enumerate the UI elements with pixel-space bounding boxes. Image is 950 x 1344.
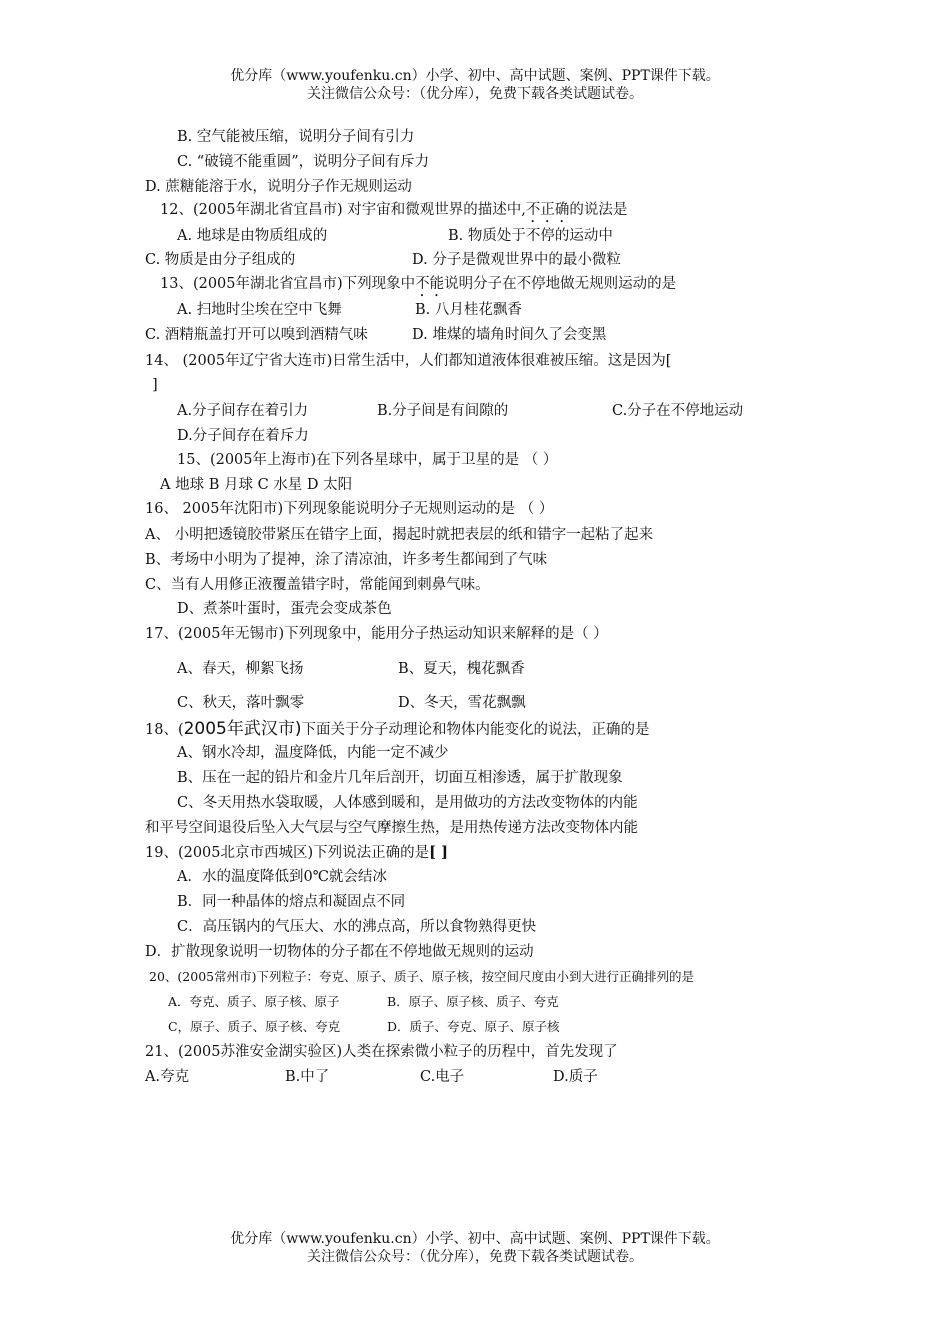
q19-bracket: [ ] bbox=[429, 844, 448, 861]
q11-option-c: C. “破镜不能重圆”，说明分子间有斥力 bbox=[177, 154, 430, 170]
q21-stem: 21、(2005苏淮安金湖实验区)人类在探索微小粒子的历程中，首先发现了 bbox=[145, 1044, 618, 1060]
q13-option-c: C. 酒精瓶盖打开可以嗅到酒精气味 bbox=[145, 327, 368, 343]
q14-stem: 14、 (2005年辽宁省大连市)日常生活中，人们都知道液体很难被压缩。这是因为[ bbox=[145, 353, 672, 369]
page-footer-line1: 优分库（www.youfenku.cn）小学、初中、高中试题、案例、PPT课件下载。 bbox=[230, 1231, 720, 1247]
q18-option-a: A、钢水冷却，温度降低，内能一定不减少 bbox=[177, 745, 449, 761]
q13-stem-post: 说明分子在不停地做无规则运动的是 bbox=[444, 276, 677, 292]
q18-stem-pre: 18、( bbox=[145, 722, 184, 738]
q17-option-b: B、夏天，槐花飘香 bbox=[398, 661, 525, 677]
q13-stem-emphasis: 不能 bbox=[415, 276, 445, 292]
page-header-line2: 关注微信公众号：（优分库），免费下载各类试题试卷。 bbox=[307, 86, 643, 102]
q18-stem bbox=[145, 719, 650, 740]
q12-stem-post: 的说法是 bbox=[569, 202, 628, 218]
q13-stem-pre: 13、(2005年湖北省宜昌市)下列现象中 bbox=[160, 276, 416, 292]
q13-option-a: A. 扫地时尘埃在空中飞舞 bbox=[177, 302, 342, 318]
q16-stem: 16、 2005年沈阳市)下列现象能说明分子无规则运动的是 （ ） bbox=[145, 501, 554, 517]
q18-option-d: 和平号空间退役后坠入大气层与空气摩擦生热，是用热传递方法改变物体内能 bbox=[145, 820, 638, 836]
q20-option-d: D．质子、夸克、原子、原子核 bbox=[387, 1019, 560, 1034]
q12-option-c: C. 物质是由分子组成的 bbox=[145, 252, 296, 268]
q18-stem-post: 下面关于分子动理论和物体内能变化的说法，正确的是 bbox=[301, 722, 650, 738]
q18-option-b: B、压在一起的铅片和金片几年后剖开，切面互相渗透，属于扩散现象 bbox=[177, 770, 623, 786]
q12-option-b: B. 物质处于不停的运动中 bbox=[448, 228, 613, 244]
q21-option-a: A.夸克 bbox=[145, 1069, 190, 1085]
q20-option-c: C，原子、质子、原子核、夸克 bbox=[168, 1019, 341, 1034]
q12-option-d: D. 分子是微观世界中的最小微粒 bbox=[412, 252, 621, 268]
q15-stem: 15、(2005年上海市)在下列各星球中，属于卫星的是 （ ） bbox=[177, 452, 558, 468]
q20-option-b: B．原子、原子核、质子、夸克 bbox=[387, 994, 559, 1009]
q21-option-b: B.中了 bbox=[285, 1069, 330, 1085]
q17-option-c: C、秋天，落叶飘零 bbox=[177, 695, 305, 711]
q16-option-b: B、考场中小明为了提神，涂了清凉油，许多考生都闻到了气味 bbox=[145, 552, 548, 568]
q18-stem-emphasis: 2005年武汉市) bbox=[183, 719, 302, 739]
q20-stem: 20、(2005常州市)下列粒子：夸克、原子、质子、原子核，按空间尺度由小到大进行正确排列的是 bbox=[149, 969, 694, 984]
q17-option-d: D、冬天，雪花飘飘 bbox=[398, 695, 526, 711]
q12-stem-emphasis: 不正确 bbox=[525, 202, 570, 218]
q13-option-d: D. 堆煤的墙角时间久了会变黑 bbox=[412, 327, 607, 343]
page-header-line1: 优分库（www.youfenku.cn）小学、初中、高中试题、案例、PPT课件下载。 bbox=[230, 68, 720, 84]
q19-option-b: B．同一种晶体的熔点和凝固点不同 bbox=[177, 894, 406, 910]
q18-option-c: C、冬天用热水袋取暖，人体感到暖和，是用做功的方法改变物体的内能 bbox=[177, 795, 638, 811]
q17-option-a: A、春天，柳絮飞扬 bbox=[177, 661, 304, 677]
page-footer-line2: 关注微信公众号：（优分库），免费下载各类试题试卷。 bbox=[307, 1249, 643, 1265]
q19-stem-text: 19、(2005北京市西城区)下列说法正确的是 bbox=[145, 845, 430, 861]
q14-option-a: A.分子间存在着引力 bbox=[177, 403, 309, 419]
q13-option-b: B. 八月桂花飘香 bbox=[415, 302, 522, 318]
q15-options: A 地球 B 月球 C 水星 D 太阳 bbox=[160, 477, 353, 493]
q11-option-b: B. 空气能被压缩，说明分子间有引力 bbox=[177, 129, 415, 145]
q21-option-d: D.质子 bbox=[553, 1069, 598, 1085]
q21-option-c: C.电子 bbox=[420, 1069, 465, 1085]
q12-stem-pre: 12、(2005年湖北省宜昌市) 对宇宙和微观世界的描述中, bbox=[160, 202, 526, 218]
q12-option-a: A. 地球是由物质组成的 bbox=[177, 228, 328, 244]
q14-bracket: ] bbox=[152, 377, 158, 393]
q14-option-d: D.分子间存在着斥力 bbox=[177, 428, 309, 444]
q13-stem bbox=[160, 275, 676, 300]
q20-option-a: A．夸克、质子、原子核、原子 bbox=[168, 994, 340, 1009]
q12-stem bbox=[160, 201, 627, 226]
q19-stem bbox=[145, 844, 448, 862]
q17-stem: 17、(2005年无锡市)下列现象中，能用分子热运动知识来解释的是（ ） bbox=[145, 626, 608, 642]
q16-option-a: A、 小明把透镜胶带紧压在错字上面，揭起时就把表层的纸和错字一起粘了起来 bbox=[145, 527, 654, 543]
q19-option-d: D．扩散现象说明一切物体的分子都在不停地做无规则的运动 bbox=[145, 944, 534, 960]
q16-option-c: C、当有人用修正液覆盖错字时，常能闻到刺鼻气味。 bbox=[145, 577, 490, 593]
q19-option-c: C．高压锅内的气压大、水的沸点高，所以食物熟得更快 bbox=[177, 919, 537, 935]
q19-option-a: A．水的温度降低到0℃就会结冰 bbox=[177, 869, 387, 885]
q16-option-d: D、煮茶叶蛋时，蛋壳会变成茶色 bbox=[177, 601, 392, 617]
q14-option-b: B.分子间是有间隙的 bbox=[377, 403, 509, 419]
q11-option-d: D. 蔗糖能溶于水，说明分子作无规则运动 bbox=[145, 179, 412, 195]
q14-option-c: C.分子在不停地运动 bbox=[612, 403, 744, 419]
